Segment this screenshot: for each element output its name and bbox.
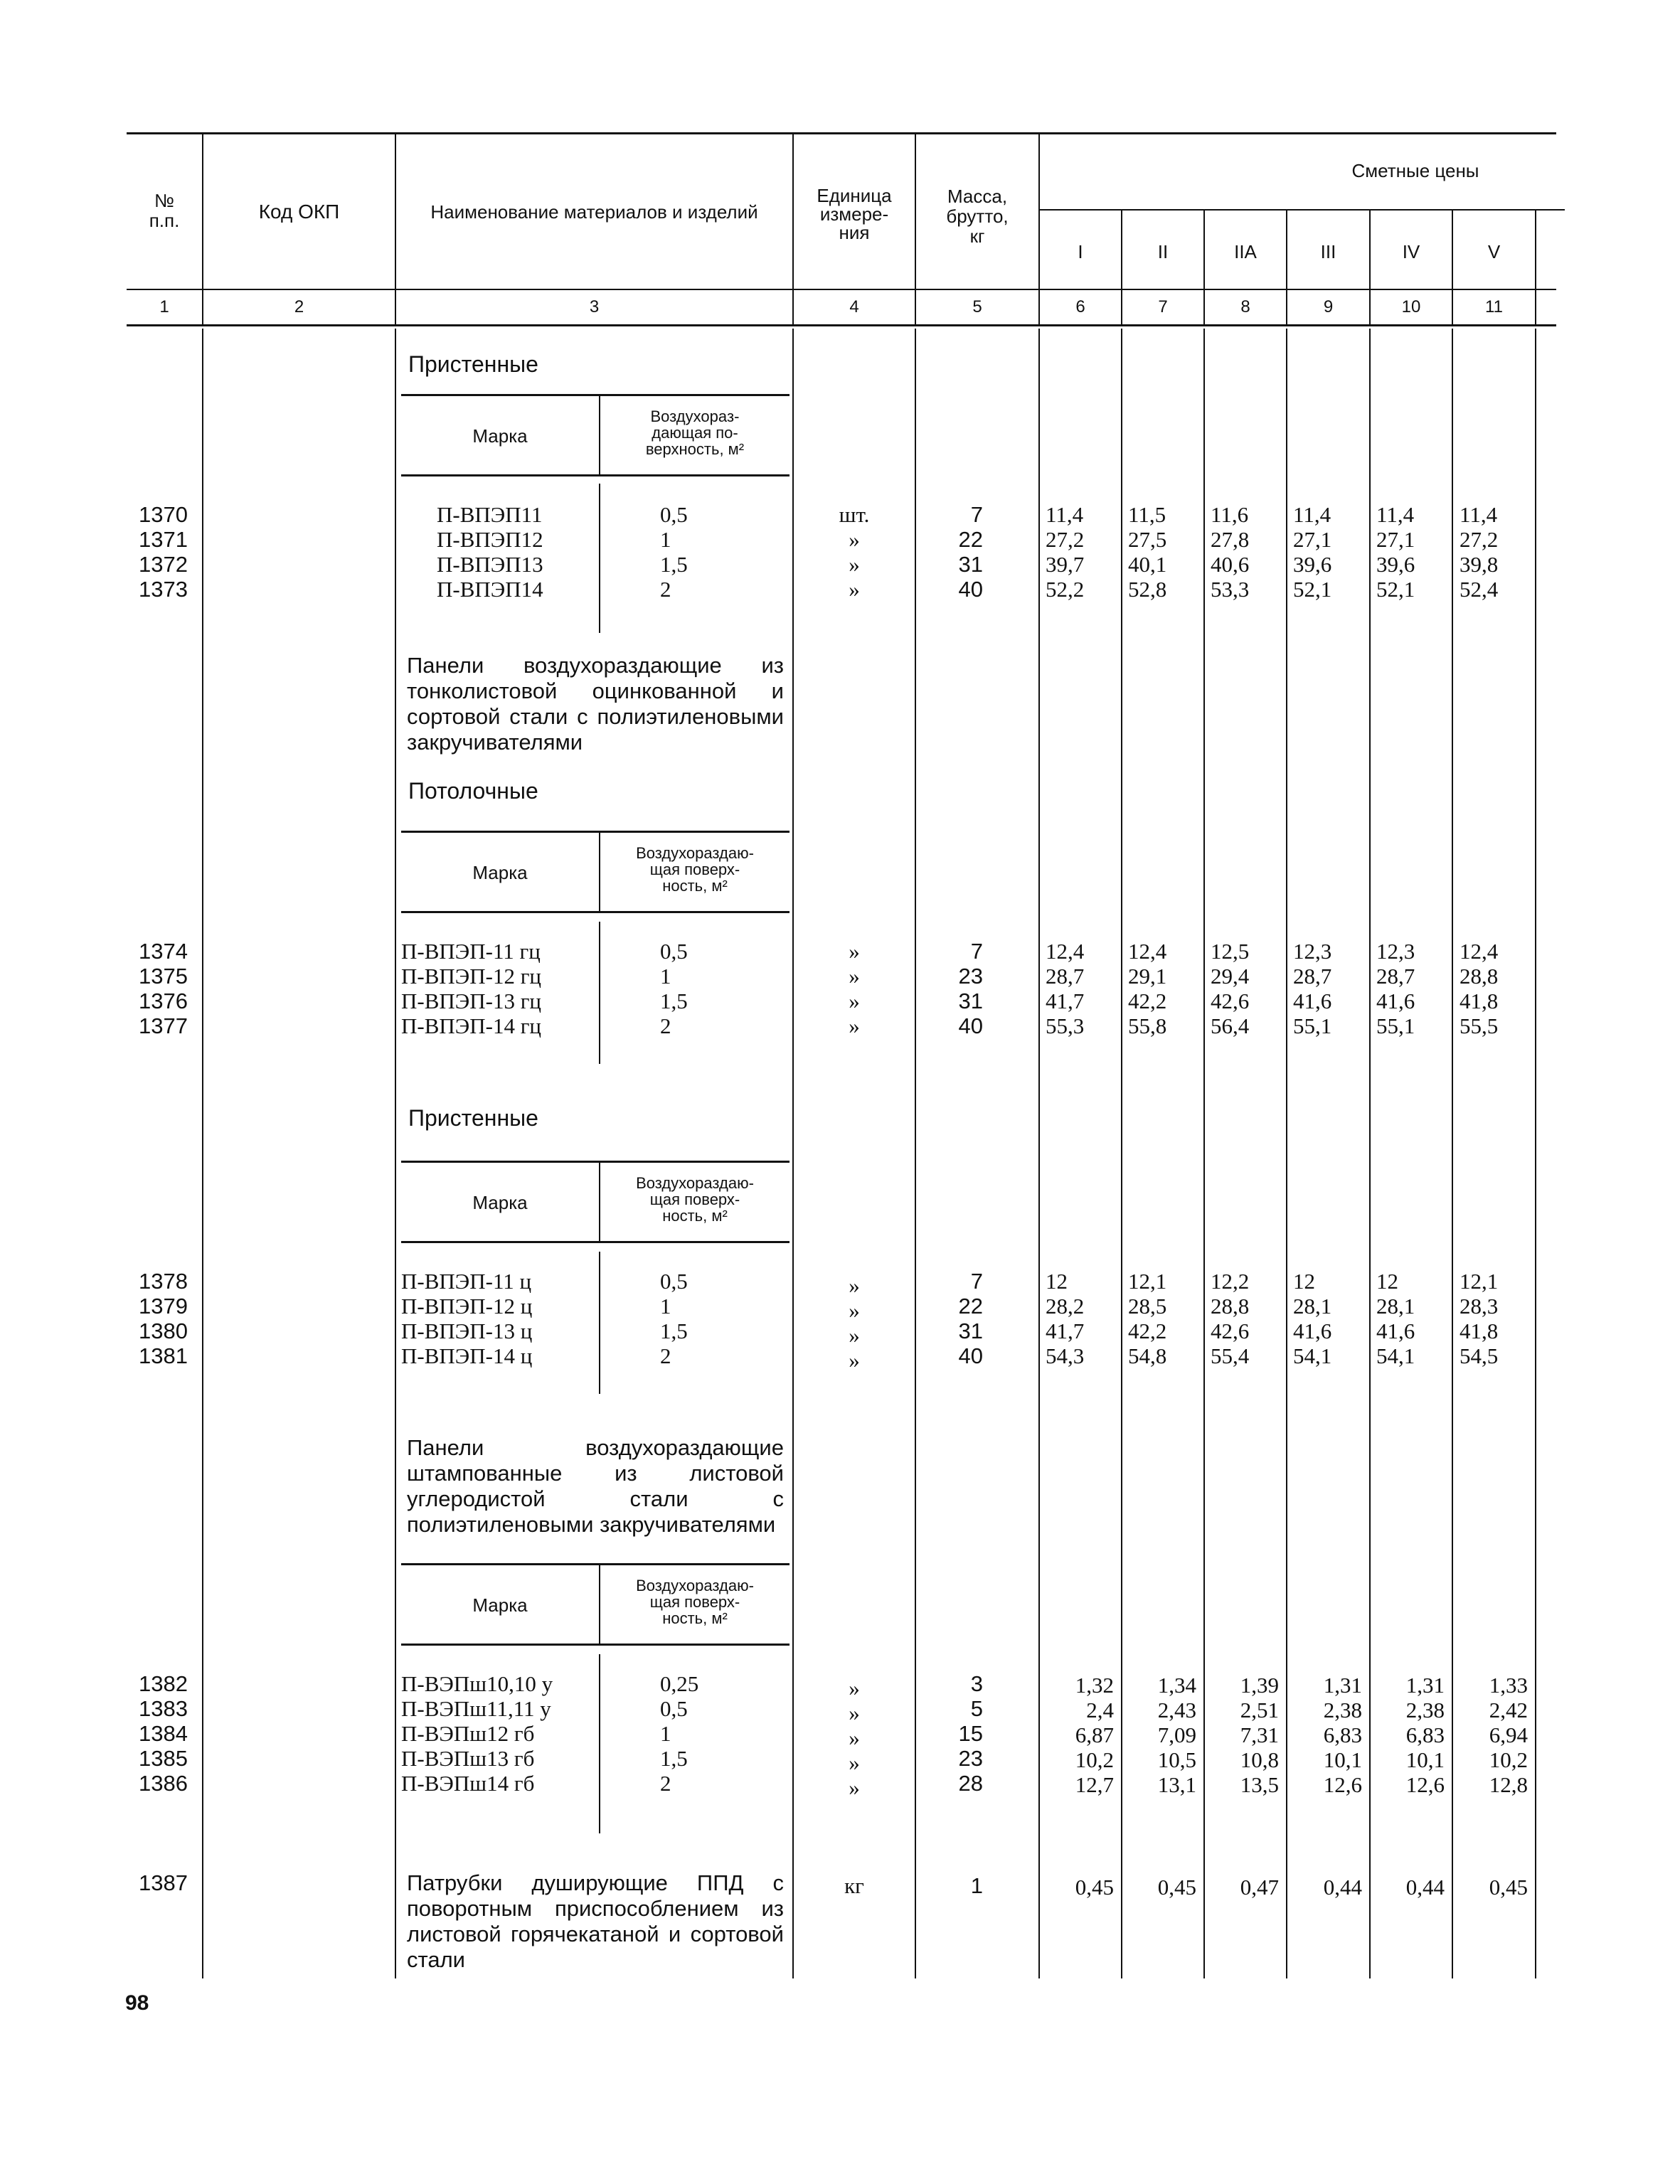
price-cell: 41,6 — [1293, 989, 1332, 1013]
row-mass: 31 — [958, 989, 983, 1013]
price-cell: 55,4 — [1211, 1343, 1250, 1368]
price-cell: 42,6 — [1211, 989, 1250, 1013]
price-cell: 11,4 — [1460, 502, 1498, 527]
price-cell: 2,38 — [1323, 1698, 1362, 1722]
row-unit: » — [849, 1700, 860, 1725]
price-cell: 53,3 — [1211, 577, 1250, 602]
price-cell: 28,8 — [1211, 1294, 1250, 1319]
subheader-marka: Марка — [472, 1594, 528, 1616]
row-unit: » — [849, 1273, 860, 1298]
row-marka: П-ВПЭП14 — [437, 577, 543, 602]
price-cell: 28,8 — [1460, 964, 1499, 989]
price-cell: 1,33 — [1489, 1673, 1528, 1698]
header-bottom-rule — [127, 289, 1556, 290]
row-number: 1373 — [139, 577, 188, 602]
price-cell: 28,3 — [1460, 1294, 1499, 1319]
price-cell: 29,1 — [1128, 964, 1167, 989]
price-cell: 29,4 — [1211, 964, 1250, 989]
column-number: 4 — [849, 297, 859, 316]
price-cell: 11,5 — [1128, 502, 1166, 527]
prices-subheader-rule — [1038, 209, 1565, 211]
row-number: 1387 — [139, 1870, 188, 1895]
row-marka: П-ВПЭП-12 гц — [401, 964, 542, 989]
header-no: № п.п. — [149, 190, 180, 231]
price-cell: 10,8 — [1240, 1747, 1279, 1772]
row-mass: 22 — [958, 527, 983, 552]
row-number: 1378 — [139, 1269, 188, 1294]
page-number: 98 — [125, 1991, 149, 2015]
section-description: Панели воздухораздающие штампованные из листовой углеродистой стали с полиэтиленовыми закручивателями — [407, 1435, 784, 1537]
price-cell: 11,4 — [1293, 502, 1331, 527]
subheader-box — [401, 1563, 790, 1646]
row-surface: 2 — [660, 1013, 671, 1038]
header-top-rule — [127, 132, 1556, 134]
price-cell: 12 — [1293, 1269, 1315, 1294]
price-cell: 41,7 — [1046, 989, 1085, 1013]
price-cell: 56,4 — [1211, 1013, 1250, 1038]
price-cell: 11,6 — [1211, 502, 1249, 527]
price-cell: 1,34 — [1157, 1673, 1196, 1698]
row-number: 1370 — [139, 502, 188, 527]
section-description: Панели воздухораздающие из тонколистовой оцинкованной и сортовой стали с полиэтиленовыми закручивателями — [407, 653, 784, 755]
row-number: 1386 — [139, 1771, 188, 1796]
row-number: 1385 — [139, 1746, 188, 1771]
price-cell: 54,3 — [1046, 1343, 1085, 1368]
row-unit: » — [849, 1348, 860, 1373]
row-surface: 1,5 — [660, 1319, 688, 1343]
row-number: 1372 — [139, 552, 188, 577]
row-unit: кг — [844, 1873, 864, 1898]
row-mass: 28 — [958, 1771, 983, 1796]
price-cell: 1,31 — [1323, 1673, 1362, 1698]
row-unit: » — [849, 1013, 860, 1038]
price-cell: 10,1 — [1405, 1747, 1445, 1772]
marka-divider — [599, 1654, 600, 1833]
subheader-box — [401, 394, 790, 476]
row-surface: 0,5 — [660, 502, 688, 527]
row-surface: 1 — [660, 1721, 671, 1746]
row-unit: » — [849, 1676, 860, 1700]
price-cell: 28,7 — [1293, 964, 1332, 989]
column-number: 6 — [1075, 297, 1085, 316]
price-cell: 42,6 — [1211, 1319, 1250, 1343]
price-cell: 2,38 — [1405, 1698, 1445, 1722]
row-surface: 0,5 — [660, 939, 688, 964]
price-cell: 41,6 — [1293, 1319, 1332, 1343]
row-surface: 0,25 — [660, 1671, 699, 1696]
price-cell: 0,47 — [1240, 1875, 1279, 1900]
body-vline — [1535, 329, 1536, 1978]
price-cell: 0,45 — [1489, 1875, 1528, 1900]
price-col-header: IV — [1402, 241, 1420, 262]
row-mass: 7 — [970, 1269, 983, 1294]
row-number: 1384 — [139, 1721, 188, 1746]
row-surface: 2 — [660, 577, 671, 602]
marka-divider — [599, 922, 600, 1064]
marka-divider — [599, 1252, 600, 1394]
row-marka: П-ВЭПш12 гб — [401, 1721, 535, 1746]
price-cell: 52,1 — [1376, 577, 1415, 602]
price-cell: 12,8 — [1489, 1772, 1528, 1797]
price-cell: 0,45 — [1075, 1875, 1114, 1900]
row-unit: » — [849, 1323, 860, 1348]
subheader-marka: Марка — [472, 862, 528, 883]
price-cell: 11,4 — [1046, 502, 1084, 527]
price-cell: 10,5 — [1157, 1747, 1196, 1772]
row-marka: П-ВПЭП-11 гц — [401, 939, 541, 964]
row-mass: 7 — [970, 939, 983, 964]
column-number: 3 — [589, 297, 600, 316]
price-cell: 12 — [1046, 1269, 1068, 1294]
row-number: 1379 — [139, 1294, 188, 1319]
column-number: 7 — [1158, 297, 1168, 316]
section-title: Потолочные — [408, 778, 538, 804]
price-cell: 55,3 — [1046, 1013, 1085, 1038]
price-cell: 12,3 — [1376, 939, 1415, 964]
subheader-marka: Марка — [472, 425, 528, 447]
subheader-surface: Воздухорaз- дающая по- верхность, м² — [645, 407, 745, 458]
row-marka: П-ВПЭП12 — [437, 527, 543, 552]
price-cell: 10,1 — [1323, 1747, 1362, 1772]
price-cell: 27,5 — [1128, 527, 1167, 552]
row-mass: 23 — [958, 964, 983, 989]
row-number: 1380 — [139, 1319, 188, 1343]
column-number: 5 — [972, 297, 982, 316]
price-cell: 10,2 — [1075, 1747, 1114, 1772]
price-col-header: V — [1487, 241, 1501, 262]
row-surface: 2 — [660, 1343, 671, 1368]
price-cell: 52,1 — [1293, 577, 1332, 602]
header-prices: Сметные цены — [1351, 160, 1479, 181]
price-cell: 28,5 — [1128, 1294, 1167, 1319]
row-marka: П-ВПЭП-14 гц — [401, 1013, 542, 1038]
row-mass: 40 — [958, 577, 983, 602]
price-cell: 10,2 — [1489, 1747, 1528, 1772]
row-unit: » — [849, 1725, 860, 1750]
row-unit: » — [849, 964, 860, 989]
row-marka: П-ВПЭП-13 гц — [401, 989, 542, 1013]
row-marka: П-ВПЭП11 — [437, 502, 543, 527]
price-cell: 41,8 — [1460, 989, 1499, 1013]
price-cell: 41,8 — [1460, 1319, 1499, 1343]
row-surface: 2 — [660, 1771, 671, 1796]
row-unit: » — [849, 577, 860, 602]
row-number: 1376 — [139, 989, 188, 1013]
price-cell: 13,5 — [1240, 1772, 1279, 1797]
price-cell: 40,1 — [1128, 552, 1167, 577]
price-cell: 42,2 — [1128, 1319, 1167, 1343]
row-surface: 0,5 — [660, 1696, 688, 1721]
price-cell: 27,1 — [1293, 527, 1332, 552]
price-cell: 28,1 — [1293, 1294, 1332, 1319]
final-row-name: Патрубки душирующие ППД с поворотным приспособлением из листовой горячекатаной и сортовой стали — [407, 1870, 784, 1972]
row-number: 1377 — [139, 1013, 188, 1038]
price-cell: 28,7 — [1376, 964, 1415, 989]
row-unit: шт. — [839, 502, 870, 527]
price-cell: 1,39 — [1240, 1673, 1279, 1698]
price-cell: 12,6 — [1405, 1772, 1445, 1797]
price-cell: 6,94 — [1489, 1722, 1528, 1747]
header-mass: Масса, брутто, кг — [946, 186, 1009, 247]
price-cell: 39,8 — [1460, 552, 1499, 577]
row-surface: 1 — [660, 964, 671, 989]
row-number: 1382 — [139, 1671, 188, 1696]
header-name: Наименование материалов и изделий — [430, 201, 758, 223]
price-cell: 6,87 — [1075, 1722, 1114, 1747]
row-mass: 7 — [970, 502, 983, 527]
subheader-surface: Воздухораздаю- щая поверх- ность, м² — [636, 1577, 754, 1627]
price-cell: 42,2 — [1128, 989, 1167, 1013]
header-vline — [1535, 209, 1536, 326]
row-unit: » — [849, 939, 860, 964]
price-cell: 12,5 — [1211, 939, 1250, 964]
row-marka: П-ВЭПш10,10 у — [401, 1671, 553, 1696]
row-marka: П-ВПЭП-12 ц — [401, 1294, 533, 1319]
row-number: 1375 — [139, 964, 188, 989]
column-number: 2 — [294, 297, 304, 316]
price-cell: 12,3 — [1293, 939, 1332, 964]
price-cell: 55,5 — [1460, 1013, 1499, 1038]
price-cell: 41,6 — [1376, 1319, 1415, 1343]
row-surface: 1,5 — [660, 552, 688, 577]
row-number: 1383 — [139, 1696, 188, 1721]
body-vline — [395, 329, 396, 1978]
price-col-header: II — [1157, 241, 1169, 262]
price-cell: 54,5 — [1460, 1343, 1499, 1368]
column-number: 8 — [1240, 297, 1250, 316]
price-cell: 1,32 — [1075, 1673, 1114, 1698]
row-mass: 23 — [958, 1746, 983, 1771]
price-cell: 55,1 — [1293, 1013, 1332, 1038]
price-cell: 41,7 — [1046, 1319, 1085, 1343]
column-number: 10 — [1401, 297, 1421, 316]
row-marka: П-ВПЭП-13 ц — [401, 1319, 533, 1343]
column-number: 11 — [1485, 297, 1503, 316]
price-cell: 6,83 — [1405, 1722, 1445, 1747]
price-cell: 11,4 — [1376, 502, 1415, 527]
header-okp: Код ОКП — [258, 201, 340, 223]
row-mass: 1 — [970, 1873, 983, 1898]
row-surface: 1,5 — [660, 989, 688, 1013]
price-cell: 12,1 — [1128, 1269, 1167, 1294]
row-number: 1381 — [139, 1343, 188, 1368]
price-cell: 12,1 — [1460, 1269, 1499, 1294]
price-cell: 12,2 — [1211, 1269, 1250, 1294]
row-surface: 1,5 — [660, 1746, 688, 1771]
subheader-marka: Марка — [472, 1192, 528, 1213]
price-cell: 12,4 — [1046, 939, 1085, 964]
body-vline — [202, 329, 203, 1978]
price-cell: 1,31 — [1405, 1673, 1445, 1698]
price-cell: 12,4 — [1128, 939, 1167, 964]
row-unit: » — [849, 1298, 860, 1323]
row-mass: 31 — [958, 552, 983, 577]
row-marka: П-ВЭПш11,11 у — [401, 1696, 551, 1721]
price-cell: 13,1 — [1157, 1772, 1196, 1797]
price-cell: 54,1 — [1376, 1343, 1415, 1368]
price-cell: 27,8 — [1211, 527, 1250, 552]
price-col-header: IIA — [1234, 241, 1257, 262]
row-mass: 15 — [958, 1721, 983, 1746]
price-cell: 12,6 — [1323, 1772, 1362, 1797]
row-marka: П-ВПЭП-14 ц — [401, 1343, 533, 1368]
row-unit: » — [849, 1750, 860, 1775]
price-cell: 0,45 — [1157, 1875, 1196, 1900]
price-cell: 54,8 — [1128, 1343, 1167, 1368]
price-cell: 40,6 — [1211, 552, 1250, 577]
subheader-box — [401, 1161, 790, 1243]
price-cell: 41,6 — [1376, 989, 1415, 1013]
price-cell: 52,2 — [1046, 577, 1085, 602]
row-marka: П-ВПЭП13 — [437, 552, 543, 577]
price-cell: 2,42 — [1489, 1698, 1528, 1722]
price-cell: 12,7 — [1075, 1772, 1114, 1797]
price-cell: 27,2 — [1046, 527, 1085, 552]
column-number: 1 — [159, 297, 169, 316]
row-marka: П-ВЭПш14 гб — [401, 1771, 535, 1796]
price-cell: 54,1 — [1293, 1343, 1332, 1368]
row-marka: П-ВЭПш13 гб — [401, 1746, 535, 1771]
price-cell: 52,8 — [1128, 577, 1167, 602]
price-cell: 2,51 — [1240, 1698, 1279, 1722]
price-cell: 28,7 — [1046, 964, 1085, 989]
row-mass: 40 — [958, 1013, 983, 1038]
row-surface: 1 — [660, 1294, 671, 1319]
price-cell: 0,44 — [1323, 1875, 1362, 1900]
price-cell: 7,31 — [1240, 1722, 1279, 1747]
row-number: 1374 — [139, 939, 188, 964]
row-surface: 1 — [660, 527, 671, 552]
row-mass: 31 — [958, 1319, 983, 1343]
price-cell: 28,1 — [1376, 1294, 1415, 1319]
price-cell: 12 — [1376, 1269, 1398, 1294]
marka-divider — [599, 484, 600, 633]
row-unit: » — [849, 552, 860, 577]
row-marka: П-ВПЭП-11 ц — [401, 1269, 532, 1294]
row-unit: » — [849, 989, 860, 1013]
section-title: Пристенные — [408, 351, 538, 377]
price-cell: 55,8 — [1128, 1013, 1167, 1038]
header-unit: Единица измере- ния — [817, 185, 892, 243]
price-cell: 0,44 — [1405, 1875, 1445, 1900]
price-cell: 39,7 — [1046, 552, 1085, 577]
price-col-header: III — [1320, 241, 1336, 262]
price-cell: 2,43 — [1157, 1698, 1196, 1722]
price-cell: 52,4 — [1460, 577, 1499, 602]
section-title: Пристенные — [408, 1105, 538, 1131]
row-number: 1371 — [139, 527, 188, 552]
price-cell: 2,4 — [1086, 1698, 1114, 1722]
price-cell: 39,6 — [1376, 552, 1415, 577]
price-col-header: I — [1078, 241, 1083, 262]
row-unit: » — [849, 527, 860, 552]
price-cell: 12,4 — [1460, 939, 1499, 964]
colnum-bottom-rule — [127, 324, 1556, 326]
row-mass: 5 — [970, 1696, 983, 1721]
price-cell: 6,83 — [1323, 1722, 1362, 1747]
subheader-surface: Воздухораздаю- щая поверх- ность, м² — [636, 844, 754, 895]
subheader-surface: Воздухораздаю- щая поверх- ность, м² — [636, 1174, 754, 1225]
price-cell: 7,09 — [1157, 1722, 1196, 1747]
subheader-box — [401, 831, 790, 913]
price-cell: 55,1 — [1376, 1013, 1415, 1038]
price-cell: 28,2 — [1046, 1294, 1085, 1319]
price-cell: 27,2 — [1460, 527, 1499, 552]
price-cell: 27,1 — [1376, 527, 1415, 552]
column-number: 9 — [1323, 297, 1334, 316]
price-cell: 39,6 — [1293, 552, 1332, 577]
row-surface: 0,5 — [660, 1269, 688, 1294]
row-mass: 40 — [958, 1343, 983, 1368]
row-unit: » — [849, 1775, 860, 1800]
row-mass: 3 — [970, 1671, 983, 1696]
row-mass: 22 — [958, 1294, 983, 1319]
